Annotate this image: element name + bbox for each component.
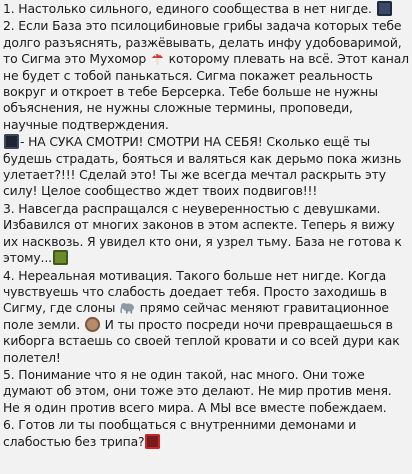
message-text: 6. Готов ли ты пообщаться с внутренними демонами и слабостью без трипа? bbox=[3, 417, 357, 449]
red-demon-icon bbox=[145, 434, 160, 449]
message-text: - НА СУКА СМОТРИ! СМОТРИ НА СЕБЯ! Сколько ещё ты будешь страдать, бояться и валяться как дерьмо пока жизнь улетает?!!! Сделай это! Ты же всегда мечтал раскрыть эту силу! Целое сообщество ждет твоих подвигов!!! bbox=[3, 134, 402, 199]
message-point-1 bbox=[3, 1, 409, 17]
message-point-6 bbox=[3, 367, 409, 416]
message-point-7 bbox=[3, 417, 409, 450]
man-face-icon bbox=[377, 1, 392, 16]
message-point-2 bbox=[3, 18, 409, 133]
green-face-icon bbox=[53, 250, 68, 265]
message-text: прямо сейчас меняют гравитационное поле земли. bbox=[3, 300, 389, 332]
message-text: 1. Настолько сильного, единого сообщества в нет нигде. bbox=[3, 1, 372, 16]
man-face-icon bbox=[85, 317, 100, 332]
mushroom-icon bbox=[151, 51, 164, 64]
message-text: 5. Понимание что я не один такой, нас много. Они тоже думают об этом, они тоже это делают. Не мир против меня. Не я один против всего мира. А МЫ все вместе побеждаем. bbox=[3, 366, 392, 415]
message-text: которому плевать на всё. Этот канал не будет с тобой панькаться. Сигма покажет реальность вокруг и откроет в тебе Берсерка. Тебе больше не нужны объяснения, не нужны сложные термины, проповеди, научные подтверждения. bbox=[3, 51, 409, 132]
message-text: И ты просто посреди ночи превращаешься в киборга встаешь со своей теплой кровати и со всей дури как полетел! bbox=[3, 316, 400, 365]
dark-figure-icon bbox=[4, 134, 19, 149]
message-text: 3. Навсегда распращался с неуверенностью с девушками. Избавился от многих законов в этом аспекте. Теперь я вижу их насквозь. Я увидел кто они, я узрел тьму. База не готова к этому... bbox=[3, 200, 402, 266]
elephant-icon bbox=[120, 300, 135, 315]
message-point-4 bbox=[3, 201, 409, 267]
message-point-3 bbox=[3, 134, 409, 200]
message-text: 2. Если База это псилоцибиновые грибы задача которых тебе долго разъяснять, разжёвывать, делать инфу удобоваримой, то Сигма это Мухомор bbox=[3, 18, 402, 67]
message-point-5 bbox=[3, 268, 409, 366]
message-text: 4. Нереальная мотивация. Такого больше нет нигде. Когда чувствуешь что слабость доедает тебя. Просто заходишь в Сигму, где слоны bbox=[3, 267, 387, 316]
